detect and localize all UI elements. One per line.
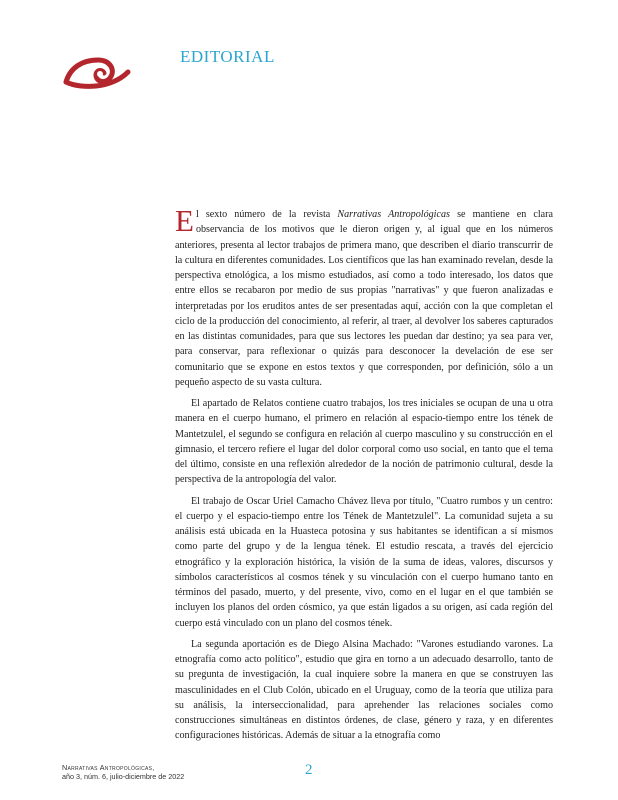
paragraph-1-text-a: l sexto número de la revista bbox=[195, 209, 338, 220]
footer-journal-info bbox=[62, 763, 184, 781]
paragraph-3: El trabajo de Oscar Uriel Camacho Chávez lleva por título, "Cuatro rumbos y un centro: el cuerpo y el espacio-tiempo entre los Tének de Mantetzulel". La comunidad sujeta a su análisis está ubicada en la Huasteca potosina y sus habitantes se identifican a sí mismos como parte del grupo y de la lengua tének. El estudio rescata, a través del ejercicio etnográfico y la exploración histórica, la visión de la suma de ideas, valores, discursos y símbolos característicos al cosmos tének y su vinculación con el cuerpo humano tanto en términos del pasado, muerto, y del presente, vivo, como en el lugar en el que también se incluyen los planos del orden cósmico, ya que están ligados a su origen, así cada región del cuerpo está vinculado con un plano del cosmos tének. bbox=[175, 495, 553, 629]
footer-journal-name: Narrativas Antropológicas, bbox=[62, 763, 155, 772]
page-number: 2 bbox=[305, 762, 313, 778]
spiral-logo-icon bbox=[60, 48, 132, 90]
drop-cap: E bbox=[175, 203, 194, 238]
paragraph-1 bbox=[175, 203, 553, 390]
paragraph-2: El apartado de Relatos contiene cuatro trabajos, los tres iniciales se ocupan de una u otra manera en el cuerpo humano, el primero en relación al espacio-tiempo entre los tének de Mantetzulel, el segundo se configura en relación al cuerpo masculino y su construcción en el gimnasio, el tercero refiere el lugar del dolor corporal como uso social, en tanto que el tema del último, consiste en una reflexión alrededor de la noción de patrimonio cultural, desde la perspectiva de la antropología del valor. bbox=[175, 398, 553, 486]
paragraph-1-text-b: se mantiene en clara observancia de los motivos que le dieron origen y, al igual que en los números anteriores, presenta al lector trabajos de primera mano, que describen el diario transcurrir de la cultura en diferentes comunidades. Los científicos que las han examinado revelan, desde la perspectiva etnológica, a los mismo estudiados, así como a todo interesado, los datos que entre ellos se recabaron por medio de sus propias "narrativas" y que fueron analizadas e interpretadas por los eruditos antes de ser presentadas aquí, acción con la que completan el ciclo de la producción del conocimiento, al referir, al traer, al devolver los saberes capturados en las distintas comunidades, para que sus lectores les puedan dar destino; ya sea para ver, para conservar, para reflexionar o quizás para desconocer la develación de ese ser comunitario que se expone en estos textos y que corresponden, por definición, sólo a un pequeño aspecto de su vasta cultura. bbox=[175, 209, 553, 388]
article-body bbox=[175, 203, 553, 750]
section-title: EDITORIAL bbox=[180, 47, 275, 66]
footer-issue: año 3, núm. 6, julio-diciembre de 2022 bbox=[62, 772, 185, 781]
paragraph-4: La segunda aportación es de Diego Alsina Machado: "Varones estudiando varones. La etnografía como acto político", estudio que gira en torno a un adecuado desarrollo, tanto de su pregunta de investigación, la cual inquiere sobre la manera en que se construyen las masculinidades en el Club Colón, ubicado en el Uruguay, como de la teoría que utiliza para su análisis, la interseccionalidad, para aprehender las relaciones sociales como construcciones simultáneas en distintos órdenes, de clase, género y raza, y en diferentes configuraciones históricas. Además de situar a la etnografía como bbox=[175, 638, 553, 742]
journal-title-italic: Narrativas Antropológicas bbox=[337, 209, 450, 220]
